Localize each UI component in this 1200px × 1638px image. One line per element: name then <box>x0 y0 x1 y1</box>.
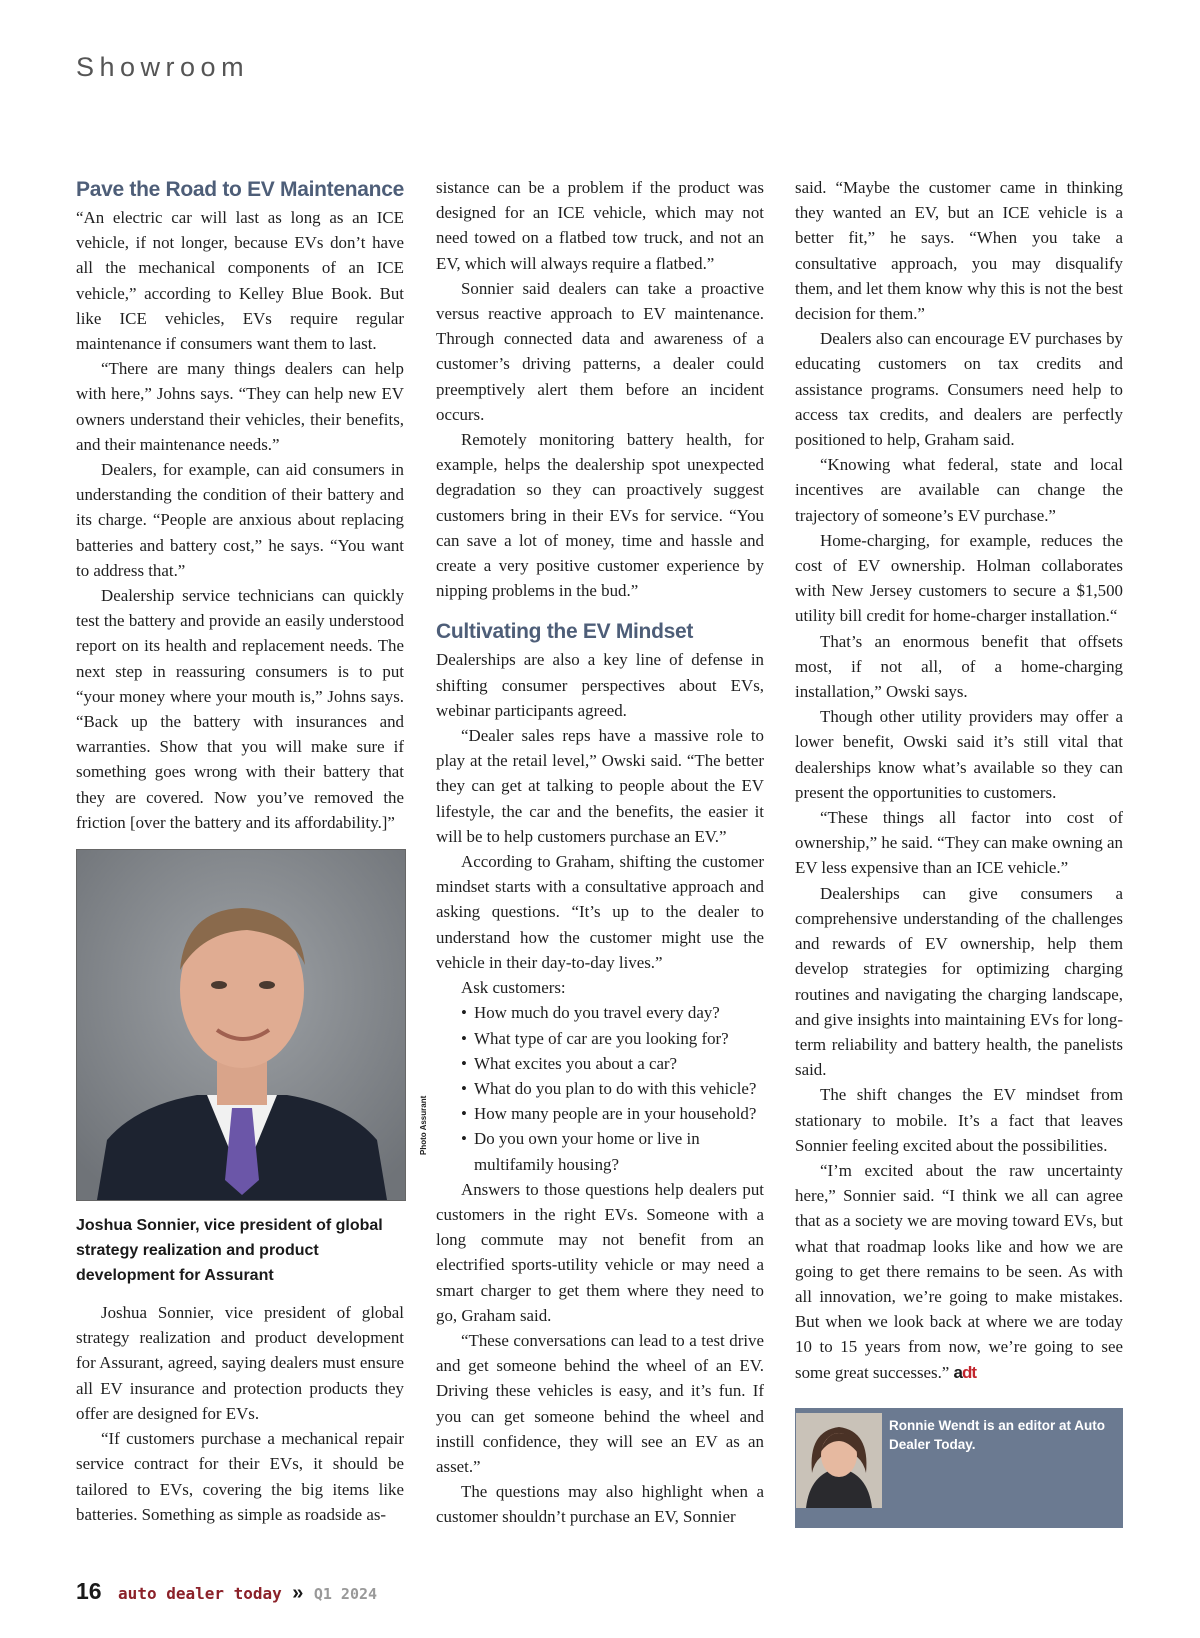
list-item: • What type of car are you looking for? <box>461 1026 764 1051</box>
photo-credit: Photo Assurant <box>419 1095 428 1156</box>
author-photo <box>796 1413 882 1508</box>
questions-list <box>436 1000 764 1176</box>
paragraph: “These things all factor into cost of ownership,” he said. “They can make owning an EV less expensive than an ICE vehicle.” <box>795 808 1123 878</box>
paragraph: “Dealer sales reps have a massive role to play at the retail level,” Owski said. “The better they can get at talking to people about the EV lifestyle, the car and the benefits, the easier it will be to help customers purchase an EV.” <box>436 726 764 846</box>
column-2 <box>436 175 764 1530</box>
column-1 <box>76 175 428 1527</box>
paragraph: Dealership service technicians can quickly test the battery and provide an easily understood report on its health and replacement needs. The next step in reassuring consumers is to put “your money where your mouth is,” Johns says. “Back up the battery with insurances and warranties. Show that you will make sure if something goes wrong with their battery that they are covered. Now you’ve removed the friction [over the battery and its affordability.]” <box>76 586 404 832</box>
author-bio-text: Ronnie Wendt is an editor at Auto Dealer Today. <box>889 1418 1105 1452</box>
page-number: 16 <box>76 1578 102 1604</box>
footer-separator: » <box>292 1582 304 1604</box>
heading-ev-mindset: Cultivating the EV Mindset <box>436 620 694 644</box>
magazine-name: auto dealer today <box>118 1584 282 1603</box>
paragraph: The shift changes the EV mindset from stationary to mobile. It’s a fact that leaves Sonnier feeling excited about the possibilities. <box>795 1085 1123 1155</box>
paragraph: “If customers purchase a mechanical repair service contract for their EVs, it should be tailored to EVs, covering the big items like batteries. Something as simple as roadside as- <box>76 1429 404 1524</box>
section-label: Showroom <box>76 52 250 82</box>
paragraph: That’s an enormous benefit that offsets most, if not all, of a home-charging installation,” Owski says. <box>795 631 1123 702</box>
paragraph: “These conversations can lead to a test drive and get someone behind the wheel of an EV. Driving these vehicles is easy, and it’s fun. If you can get someone behind the wheel and instill confidence, they will see an EV as an asset.” <box>436 1330 764 1476</box>
portrait-photo <box>76 849 428 1201</box>
paragraph: Though other utility providers may offer a lower benefit, Owski said it’s still vital that dealerships know what’s available so they can present the opportunities to customers. <box>795 707 1123 802</box>
paragraph: Dealers also can encourage EV purchases by educating customers on tax credits and assistance programs. Consumers need help to access tax credits, and dealers are perfectly positioned to help, Graham said. <box>795 329 1123 450</box>
list-item: • What do you plan to do with this vehicle? <box>461 1076 764 1101</box>
paragraph: “Knowing what federal, state and local incentives are available can change the trajectory of someone’s EV purchase.” <box>795 455 1123 525</box>
paragraph: Dealerships can give consumers a comprehensive understanding of the challenges and rewards of EV ownership, help them develop strategies for optimizing charging routines and navigating the charging landscape, and give insights into maintaining EVs for long-term reliability and battery health, the panelists said. <box>795 883 1123 1080</box>
adt-end-logo: adt <box>953 1362 977 1382</box>
paragraph: Dealerships are also a key line of defense in shifting consumer perspectives about EVs, webinar participants agreed. <box>436 650 764 720</box>
paragraph: Dealers, for example, can aid consumers in understanding the condition of their battery and its charge. “People are anxious about replacing batteries and battery cost,” he says. “You want to address that.” <box>76 460 404 580</box>
paragraph: Joshua Sonnier, vice president of global strategy realization and product development for Assurant, agreed, saying dealers must ensure all EV insurance and protection products they offer are designed for EVs. <box>76 1303 404 1423</box>
paragraph: According to Graham, shifting the customer mindset starts with a consultative approach and asking questions. “It’s up to the dealer to understand how the customer might use the vehicle in their day-to-day lives.” <box>436 852 764 972</box>
column-3 <box>795 175 1123 1385</box>
heading-ev-maintenance: Pave the Road to EV Maintenance <box>76 178 404 201</box>
portrait-illustration <box>77 850 405 1200</box>
list-item: • How many people are in your household? <box>461 1101 764 1126</box>
page-footer <box>76 1578 377 1605</box>
paragraph: said. “Maybe the customer came in thinking they wanted an EV, but an ICE vehicle is a better fit,” he says. “When you take a consultative approach, you may disqualify them, and let them know why this is not the best decision for them.” <box>795 178 1123 324</box>
paragraph: sistance can be a problem if the product was designed for an ICE vehicle, which may not need towed on a flatbed tow truck, and not an EV, which will always require a flatbed.” <box>436 178 764 273</box>
issue-label: Q1 2024 <box>313 1585 378 1603</box>
paragraph: Home-charging, for example, reduces the cost of EV ownership. Holman collaborates with New Jersey customers to secure a $1,500 utility bill credit for home-charger installation.“ <box>795 530 1123 626</box>
paragraph-final <box>795 1158 1123 1385</box>
paragraph-final-text: “I’m excited about the raw uncertainty here,” Sonnier said. “I think we all can agree that as a society we are moving toward EVs, but what that roadmap looks like and how we are going to get there remains to be seen. As with all innovation, we’re going to make mistakes. But when we look back at where we are today 10 to 15 years from now, we’re going to see some great successes.” <box>795 1160 1123 1382</box>
paragraph: Sonnier said dealers can take a proactive versus reactive approach to EV maintenance. Through connected data and awareness of a customer’s driving patterns, a dealer could preemptively alert them before an incident occurs. <box>436 278 764 424</box>
list-item: • How much do you travel every day? <box>461 1000 764 1025</box>
paragraph: Answers to those questions help dealers put customers in the right EVs. Someone with a long commute may not benefit from an electrified sports-utility vehicle or may need a smart charger to get them where they need to go, Graham said. <box>436 1179 764 1325</box>
author-portrait-illustration <box>796 1413 882 1508</box>
photo-caption: Joshua Sonnier, vice president of global strategy realization and product development for Assurant <box>76 1217 383 1285</box>
paragraph: “There are many things dealers can help with here,” Johns says. “They can help new EV owners understand their vehicles, their benefits, and their maintenance needs.” <box>76 359 404 454</box>
paragraph: The questions may also highlight when a customer shouldn’t purchase an EV, Sonnier <box>436 1482 764 1527</box>
paragraph: “An electric car will last as long as an ICE vehicle, if not longer, because EVs don’t have all the mechanical components of an ICE vehicle,” according to Kelley Blue Book. But like ICE vehicles, EVs require regular maintenance if consumers want them to last. <box>76 208 404 354</box>
list-item: • Do you own your home or live in multifamily housing? <box>461 1126 764 1176</box>
paragraph: Ask customers: <box>461 978 566 998</box>
author-bio-box <box>795 1408 1123 1528</box>
paragraph: Remotely monitoring battery health, for example, helps the dealership spot unexpected degradation so they can proactively suggest customers bring in their EVs for service. “You can save a lot of money, time and hassle and create a very positive customer experience by nipping problems in the bud.” <box>436 430 764 601</box>
list-item: • What excites you about a car? <box>461 1051 764 1076</box>
